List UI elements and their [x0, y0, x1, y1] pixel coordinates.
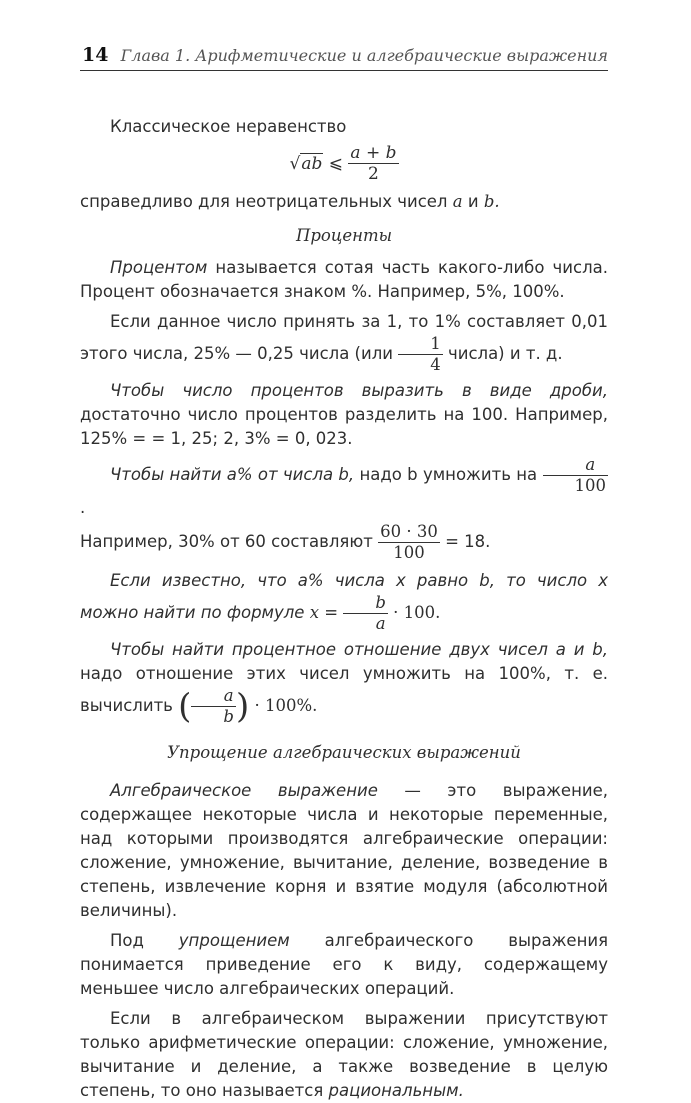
relation-sign: ⩽ — [328, 153, 344, 174]
percent-of-number-example: Например, 30% от 60 составляют $\frac{60 \cdot 30}{100}$ = 18. — [80, 522, 491, 562]
percent-definition: Процентом называется сотая часть какого-либо числа. Процент обозначается знаком %. Например, 5%, 100%. — [80, 258, 608, 301]
page-body — [80, 115, 608, 1103]
percent-of-number-rule: Чтобы найти a% от числа b, надо b умножить на $\frac{a}{100}$ . — [80, 455, 606, 517]
intro-condition: справедливо для неотрицательных чисел a и b. — [80, 192, 500, 211]
a-over-100-fraction: $\frac{a}{100}$ — [543, 455, 609, 496]
example-fraction: $\frac{60 \cdot 30}{100}$ — [380, 522, 438, 562]
intro-line: Классическое неравенство — [110, 117, 347, 136]
b-over-a-fraction: $\frac{b}{a}$ — [343, 593, 388, 634]
simplification-definition: Под упрощением алгебраического выражения понимается приведение его к виду, содержащему меньшее число алгебраических операций. — [80, 931, 609, 998]
percent-example: Если данное число принять за 1, то 1% составляет 0,01 этого числа, 25% — 0,25 числа (или $\frac{1}{4}$ числа) и т. д. — [80, 312, 608, 374]
percent-to-fraction-rule: Чтобы число процентов выразить в виде дроби, достаточно число процентов разделить на 100. Например, 125% = = 1, 25; 2, 3% = 0, 023. — [80, 381, 608, 448]
number-from-percent-rule: Если известно, что a% числа x равно b, то число x можно найти по формуле x = $\frac{b}{a}$ · 100. — [80, 571, 608, 633]
section-title-simplify: Упрощение алгебраических выражений — [167, 743, 521, 762]
quarter-fraction: $\frac{1}{4}$ — [398, 334, 443, 375]
percent-ratio-rule: Чтобы найти процентное отношение двух чисел a и b, надо отношение этих чисел умножить на 100%, т. е. вычислить ( $\frac{a}{b}$ ) · 100%. — [80, 640, 608, 727]
page-number: 14 — [82, 44, 109, 66]
sqrt-expression: √ab — [289, 153, 323, 174]
running-title: Глава 1. Арифметические и алгебраические выражения — [120, 46, 608, 65]
rational-expression-definition: Если в алгебраическом выражении присутствуют только арифметические операции: сложение, умножение, вычитание и деление, а также возведение в целую степень, то оно называется рациональным. — [80, 1009, 608, 1100]
a-over-b-fraction: $\frac{a}{b}$ — [191, 686, 236, 727]
mean-fraction: $\frac{a + b}{2}$ — [350, 143, 397, 184]
page-header — [80, 40, 608, 71]
book-page — [80, 40, 608, 1103]
algebraic-expression-definition: Алгебраическое выражение — это выражение, содержащее некоторые числа и некоторые переменные, над которыми производятся алгебраические операции: сложение, умножение, вычитание, деление, возведение в степень, извлечение корня и взятие модуля (абсолютной величины). — [80, 781, 608, 920]
section-title-percent: Проценты — [295, 226, 393, 245]
inequality-formula — [80, 143, 608, 184]
